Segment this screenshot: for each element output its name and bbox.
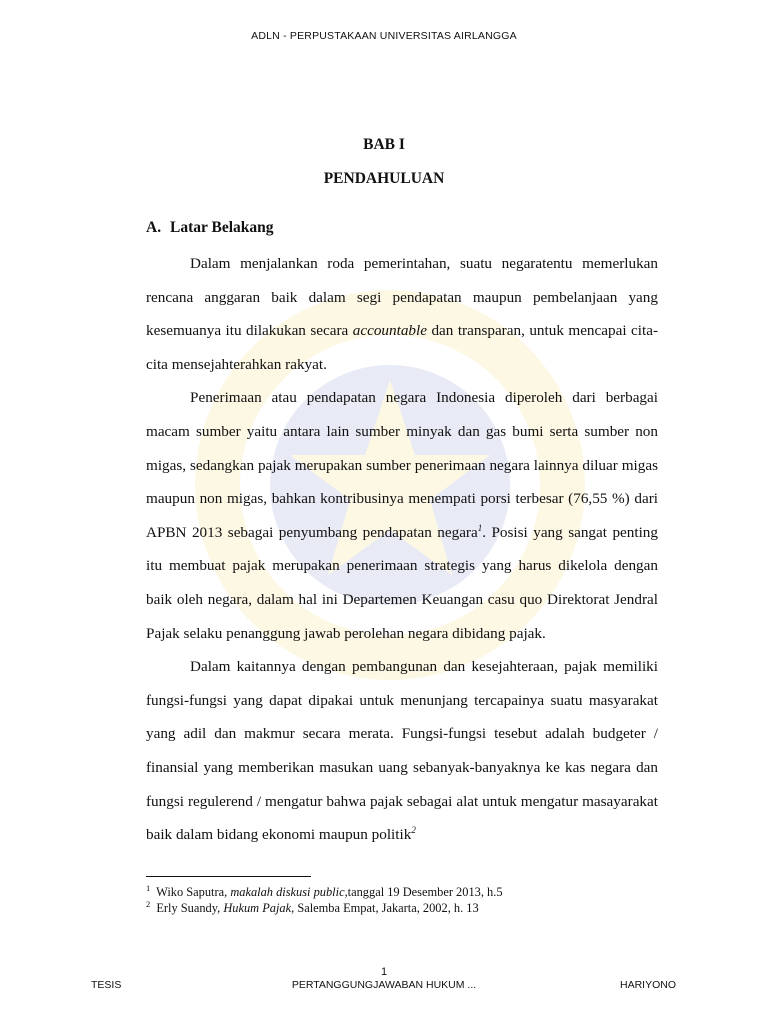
paragraph <box>146 247 658 381</box>
paragraph-text: Dalam kaitannya dengan pembangunan dan kesejahteraan, pajak memiliki fungsi-fungsi yang dapat dipakai untuk menunjang tercapainya suatu masyarakat yang adil dan makmur secara merata. Fungsi-fungsi tesebut adalah budgeter / finansial yang memberikan masukan uang sebanyak-banyaknya ke kas negara dan fungsi regulerend / mengatur bahwa pajak sebagai alat untuk mengatur masayarakat baik dalam bidang ekonomi maupun politik <box>146 658 658 844</box>
footnote-ref[interactable]: 2 <box>411 825 416 836</box>
chapter-title: PENDAHULUAN <box>323 170 445 187</box>
footer-left: TESIS <box>91 979 122 991</box>
footnote-text: tanggal 19 Desember 2013, h.5 <box>347 885 503 899</box>
section-title: Latar Belakang <box>170 219 274 236</box>
chapter-number: BAB I <box>363 136 405 153</box>
footnote-text: Erly Suandy, <box>153 901 224 915</box>
footnote-ref[interactable]: 1 <box>477 522 483 533</box>
paragraph <box>146 650 658 852</box>
body-text <box>146 247 658 852</box>
section-number: A. <box>146 219 162 236</box>
page-number: 1 <box>380 966 388 978</box>
footnote-number: 1 <box>146 882 151 893</box>
footnote-divider <box>146 876 311 877</box>
footnote-italic: Hukum Pajak <box>223 901 292 915</box>
paragraph-text: . Posisi yang sangat penting itu membuat pajak merupakan penerimaan strategis yang harus dikelola dengan baik oleh negara, dalam hal ini Departemen Keuangan casu quo Direktorat Jendral Pajak selaku penanggung jawab perolehan negara dibidang pajak. <box>146 523 658 642</box>
footnote <box>146 900 666 916</box>
footnote-number: 2 <box>146 898 151 909</box>
footnotes <box>146 884 666 916</box>
footnote-text: , Salemba Empat, Jakarta, 2002, h. 13 <box>291 901 479 915</box>
running-header: ADLN - PERPUSTAKAAN UNIVERSITAS AIRLANGGA <box>251 30 517 42</box>
footnote-text: Wiko Saputra, <box>153 885 231 899</box>
paragraph <box>146 381 658 650</box>
section-heading <box>146 219 274 237</box>
running-footer <box>0 979 768 993</box>
paragraph-text: dan transparan, untuk mencapai cita-cita mensejahterahkan rakyat. <box>146 322 658 373</box>
footer-center: PERTANGGUNGJAWABAN HUKUM ... <box>291 979 477 991</box>
italic-term: accountable <box>352 322 427 340</box>
paragraph-text: Penerimaan atau pendapatan negara Indonesia diperoleh dari berbagai macam sumber yaitu antara lain sumber minyak dan gas bumi serta sumber non migas, sedangkan pajak merupakan sumber penerimaan negara lainnya diluar migas maupun non migas, bahkan kontribusinya menempati porsi terbesar (76,55 %) dari APBN 2013 sebagai penyumbang pendapatan negara <box>146 389 658 541</box>
paragraph-text: Dalam menjalankan roda pemerintahan, suatu negaratentu memerlukan rencana anggaran baik dalam segi pendapatan maupun pembelanjaan yang kesemuanya itu dilakukan secara <box>146 255 658 340</box>
footnote-italic: makalah diskusi public, <box>230 885 348 899</box>
footer-right: HARIYONO <box>619 979 676 991</box>
footnote <box>146 884 666 900</box>
